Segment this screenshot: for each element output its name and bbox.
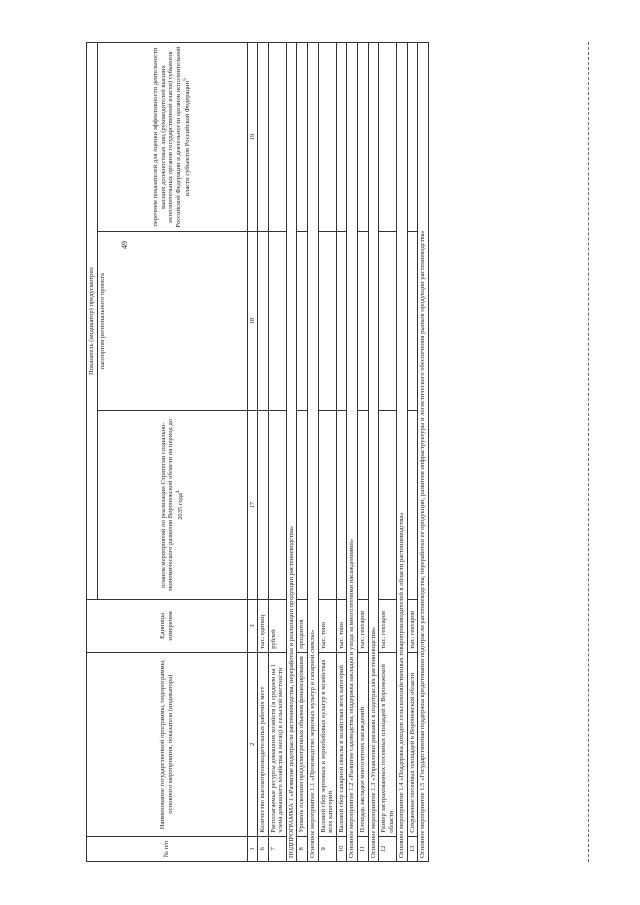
section-title: Основное мероприятие 1.3 «Управление рисками в подотраслях растениеводства» [368, 43, 379, 862]
empty-cell [379, 43, 397, 232]
row-name: Сохранение посевных площадей в Воронежской области [407, 652, 418, 836]
section-title: Основное мероприятие 1.2 «Развитие садоводства, поддержка закладки и ухода за многолетними насаждениями» [347, 43, 358, 862]
empty-cell [268, 232, 286, 411]
empty-cell [258, 411, 269, 600]
row-name: Располагаемые ресурсы домашних хозяйств (в среднем на 1 члена домашнего хозяйства в месяц) в сельской местности [268, 652, 286, 836]
row-unit: тыс. единиц [258, 600, 269, 653]
section-row [397, 43, 408, 862]
page-number: 49 [120, 241, 129, 249]
section-row [347, 43, 358, 862]
row-name: Размер застрахованных посевных площадей в Воронежской области [379, 652, 397, 836]
row-unit: тыс. тонн [336, 600, 347, 653]
row-number: 8 [297, 836, 308, 861]
empty-cell [297, 232, 308, 411]
header-units: Единицы измерения [87, 600, 248, 653]
empty-cell [318, 232, 336, 411]
table-body [258, 43, 429, 862]
section-row [368, 43, 379, 862]
empty-cell [297, 43, 308, 232]
section-title: Основное мероприятие 1.1 «Производство зерновых культур и сахарной свеклы» [308, 43, 319, 862]
empty-cell [258, 232, 269, 411]
table-row [297, 43, 308, 862]
row-number: 6 [258, 836, 269, 861]
row-number: 10 [336, 836, 347, 861]
colnum: 17 [247, 411, 258, 600]
empty-cell [379, 232, 397, 411]
empty-cell [258, 43, 269, 232]
empty-cell [379, 411, 397, 600]
colnum: 2 [247, 652, 258, 836]
section-row [308, 43, 319, 862]
row-name: Площадь закладки многолетних насаждений [357, 652, 368, 836]
empty-cell [336, 232, 347, 411]
colnum: 18 [247, 232, 258, 411]
header-perechen: перечнем показателей для оценки эффективности деятельности высших должностных лиц (руководителей высших исполнительных органов государственной власти) субъектов Российской Федерации и деятельности органов исполнительной власти субъектов Российской Федерации$^5$ [97, 43, 247, 232]
header-passport: паспортом регионального проекта [97, 232, 247, 411]
empty-cell [357, 43, 368, 232]
section-title: ПОДПРОГРАММА 1 «Развитие подотрасли растениеводства, переработки и реализации продукции растениеводства» [286, 43, 297, 862]
section-title: Основное мероприятие 1.5 «Государственная поддержка кредитования подотрасли растениеводства, переработки ее продукции, развития инфраструктуры и логистического обеспечения рынков продукции растениеводства» [418, 43, 429, 862]
table-row [336, 43, 347, 862]
section-row [286, 43, 297, 862]
empty-cell [407, 232, 418, 411]
empty-cell [318, 43, 336, 232]
row-number: 9 [318, 836, 336, 861]
section-row [418, 43, 429, 862]
empty-cell [297, 411, 308, 600]
rotated-page [80, 30, 600, 870]
footer-rule [588, 42, 590, 862]
table-row [379, 43, 397, 862]
row-number: 13 [407, 836, 418, 861]
header-name: Наименование государственной программы, подпрограммы, основного мероприятия, показателя (индикатора) [87, 652, 248, 836]
empty-cell [357, 411, 368, 600]
indicator-table [86, 42, 429, 862]
row-unit: тыс. тонн [318, 600, 336, 653]
row-name: Валовой сбор сахарной свеклы в хозяйствах всех категорий [336, 652, 347, 836]
table-row [318, 43, 336, 862]
empty-cell [268, 411, 286, 600]
colnum: 19 [247, 43, 258, 232]
row-unit: тыс. гектаров [357, 600, 368, 653]
colnum: 3 [247, 600, 258, 653]
empty-cell [336, 411, 347, 600]
empty-cell [407, 43, 418, 232]
header-num: № п/п [87, 836, 248, 861]
row-name: Уровень освоения предусмотренных объемов финансирования [297, 652, 308, 836]
row-name: Валовой сбор зерновых и зернобобовых культур в хозяйствах всех категорий [318, 652, 336, 836]
row-unit: тыс. гектаров [407, 600, 418, 653]
row-number: 11 [357, 836, 368, 861]
row-name: Количество высокопроизводительных рабочих мест [258, 652, 269, 836]
table-row [258, 43, 269, 862]
section-title: Основное мероприятие 1.4 «Поддержка доходов сельскохозяйственных товаропроизводителей в области растениеводства» [397, 43, 408, 862]
row-unit: рублей [268, 600, 286, 653]
row-number: 12 [379, 836, 397, 861]
empty-cell [268, 43, 286, 232]
empty-cell [357, 232, 368, 411]
empty-cell [336, 43, 347, 232]
empty-cell [318, 411, 336, 600]
row-unit: процентов [297, 600, 308, 653]
row-unit: тыс. гектаров [379, 600, 397, 653]
colnum: 1 [247, 836, 258, 861]
table-row [407, 43, 418, 862]
header-indicator-group: Показатель (индикатор) предусмотрен [87, 43, 98, 600]
table-row [268, 43, 286, 862]
column-numbers-row [247, 43, 258, 862]
table-row [357, 43, 368, 862]
header-plan: планом мероприятий по реализации Стратегии социально-экономического развития Воронежской области на период до 2035 года$^4$ [97, 411, 247, 600]
empty-cell [407, 411, 418, 600]
row-number: 7 [268, 836, 286, 861]
